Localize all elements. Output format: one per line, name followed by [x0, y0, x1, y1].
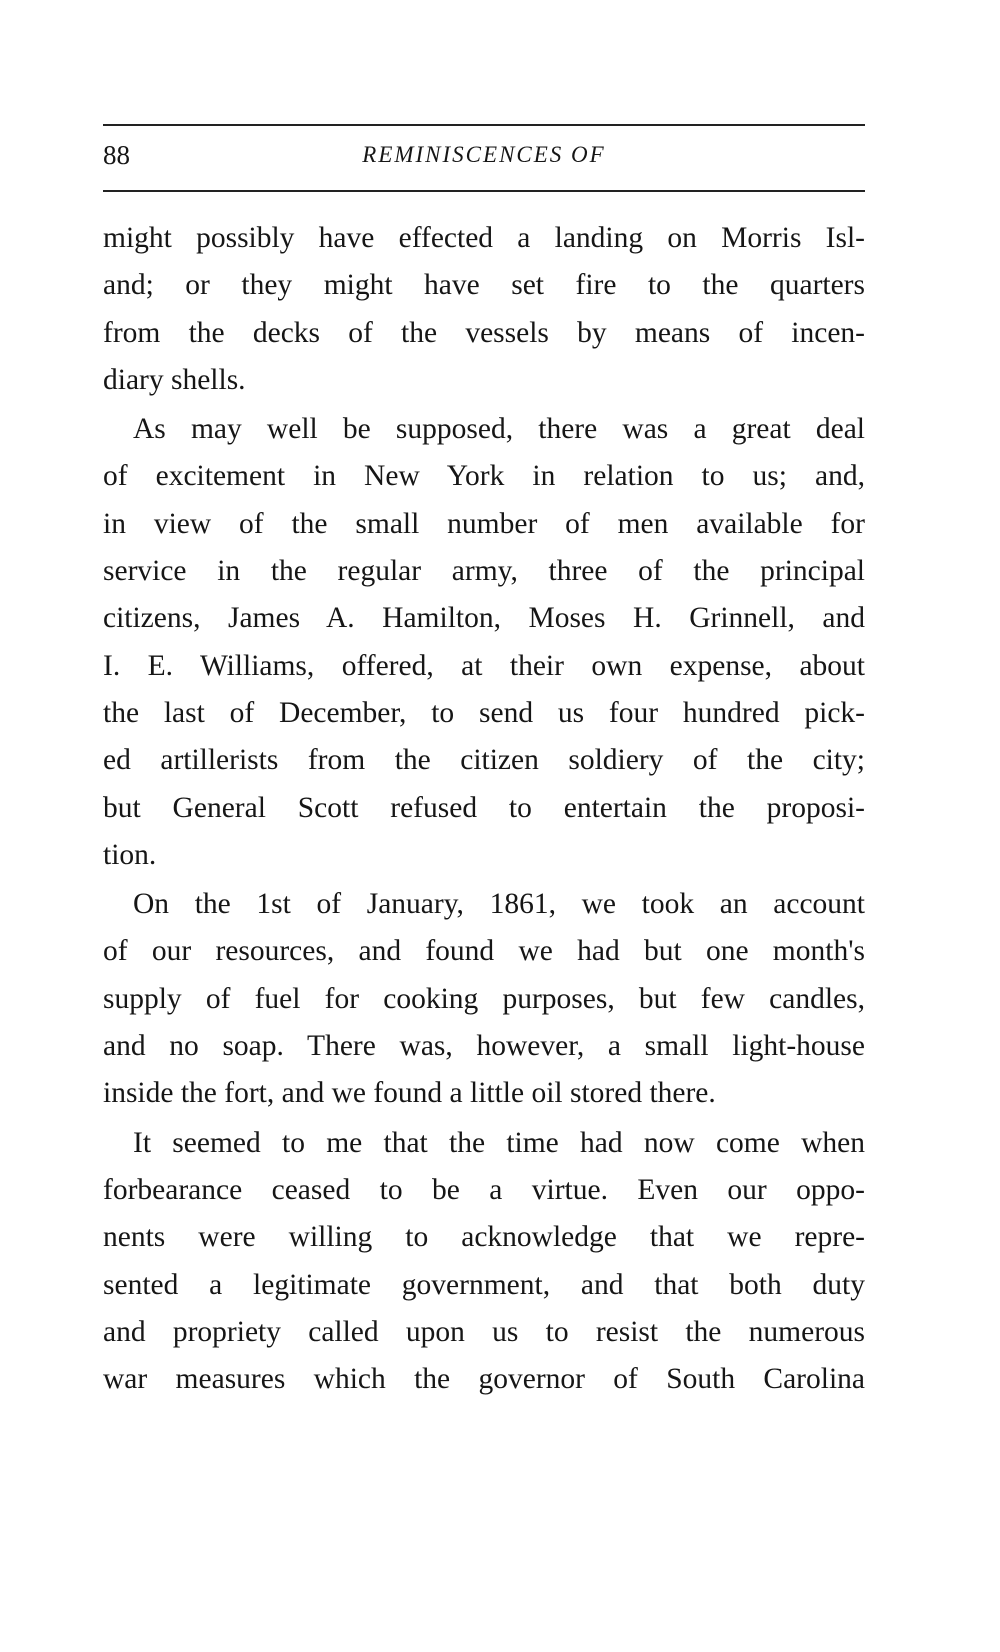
- text-line: but General Scott refused to entertain the proposi-: [103, 791, 865, 824]
- text-line: and no soap. There was, however, a small light-house: [103, 1030, 865, 1063]
- text-line: and propriety called upon us to resist the numerous: [103, 1315, 865, 1348]
- running-title: REMINISCENCES OF: [362, 142, 606, 167]
- text-line: ed artillerists from the citizen soldiery of the city;: [103, 744, 865, 777]
- paragraph: [103, 1120, 865, 1404]
- text-line: service in the regular army, three of the principal: [103, 555, 865, 588]
- paragraph: [103, 881, 865, 1117]
- text-line: As may well be supposed, there was a great deal: [133, 413, 865, 446]
- text-line: war measures which the governor of South Carolina: [103, 1363, 865, 1396]
- text-line: from the decks of the vessels by means of incen-: [103, 316, 865, 349]
- page-number: 88: [103, 140, 130, 170]
- text-line: sented a legitimate government, and that both duty: [103, 1268, 865, 1301]
- text-line: diary shells.: [103, 363, 246, 396]
- text-line: It seemed to me that the time had now come when: [133, 1126, 865, 1159]
- text-line: might possibly have effected a landing on Morris Isl-: [103, 222, 865, 254]
- body-text: [103, 213, 865, 1403]
- paragraph: [103, 406, 865, 879]
- text-line: I. E. Williams, offered, at their own expense, about: [103, 649, 865, 682]
- paragraph: [103, 215, 865, 404]
- text-line: citizens, James A. Hamilton, Moses H. Grinnell, and: [103, 602, 865, 635]
- text-line: tion.: [103, 838, 157, 871]
- text-line: inside the fort, and we found a little oil stored there.: [103, 1077, 716, 1110]
- text-line: of excitement in New York in relation to us; and,: [103, 460, 865, 493]
- text-line: On the 1st of January, 1861, we took an account: [133, 888, 865, 921]
- text-line: supply of fuel for cooking purposes, but few candles,: [103, 982, 865, 1015]
- text-line: nents were willing to acknowledge that we repre-: [103, 1221, 865, 1254]
- text-line: in view of the small number of men available for: [103, 507, 865, 540]
- header-rule-top: [103, 124, 865, 126]
- text-line: of our resources, and found we had but one month's: [103, 935, 865, 968]
- text-line: and; or they might have set fire to the quarters: [103, 269, 865, 302]
- header-rule-bottom: [103, 190, 865, 192]
- text-line: the last of December, to send us four hundred pick-: [103, 696, 865, 729]
- text-line: forbearance ceased to be a virtue. Even our oppo-: [103, 1173, 865, 1206]
